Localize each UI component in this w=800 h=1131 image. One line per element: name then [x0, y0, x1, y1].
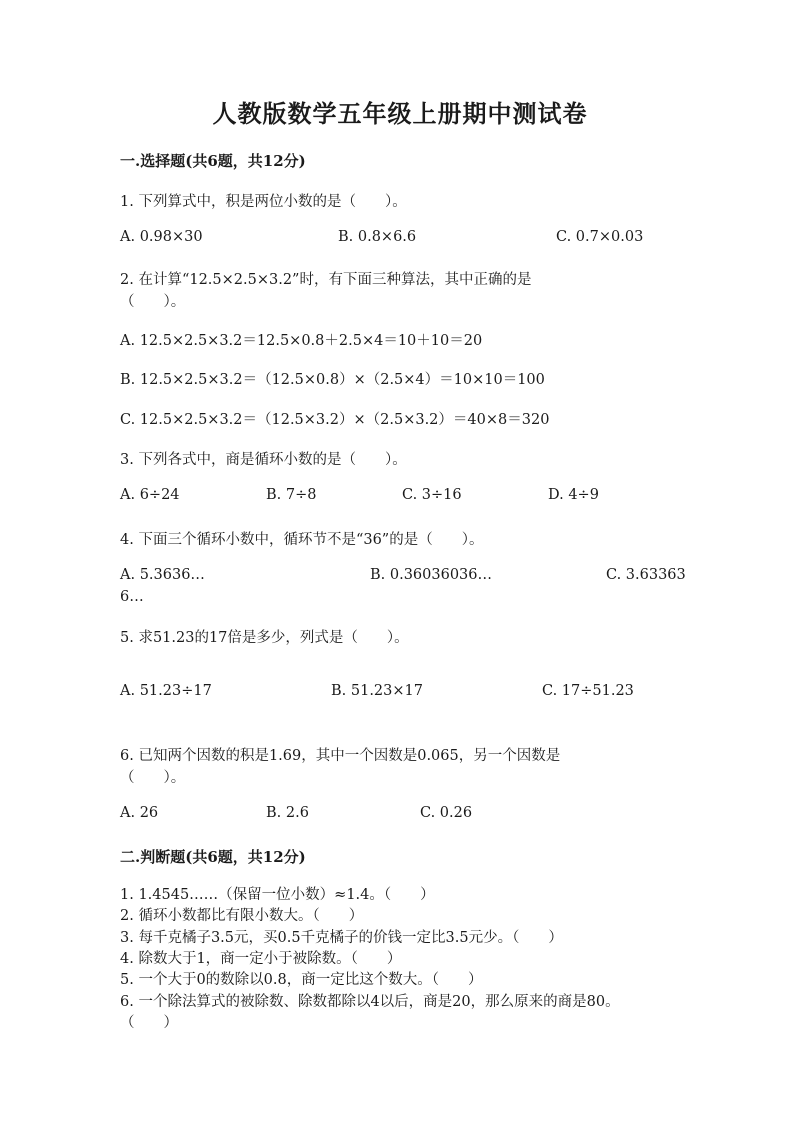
- question-5-option-b: B. 51.23×17: [331, 683, 423, 699]
- judgment-item-6: 6. 一个除法算式的被除数、除数都除以4以后，商是20，那么原来的商是80。: [120, 994, 620, 1010]
- question-2-stem-wrap: （ ）。: [120, 294, 186, 310]
- question-3-stem: 3. 下列各式中，商是循环小数的是（ ）。: [120, 452, 407, 468]
- question-1-option-b: B. 0.8×6.6: [338, 229, 417, 245]
- question-2-option-c: C. 12.5×2.5×3.2＝（12.5×3.2）×（2.5×3.2）＝40×8＝320: [120, 412, 550, 428]
- question-2-option-a: A. 12.5×2.5×3.2＝12.5×0.8＋2.5×4＝10＋10＝20: [120, 333, 483, 349]
- question-3-option-d: D. 4÷9: [548, 487, 599, 503]
- section-heading-true-false: 二.判断题(共6题，共12分): [120, 848, 306, 866]
- judgment-item-5: 5. 一个大于0的数除以0.8，商一定比这个数大。（ ）: [120, 972, 483, 988]
- judgment-item-6-wrap: （ ）: [120, 1015, 178, 1031]
- question-6-option-b: B. 2.6: [266, 805, 309, 821]
- question-4-option-c-wrap: 6…: [120, 589, 144, 605]
- judgment-item-1: 1. 1.4545……（保留一位小数）≈1.4。（ ）: [120, 887, 435, 903]
- question-3-option-c: C. 3÷16: [402, 487, 462, 503]
- question-3-option-a: A. 6÷24: [120, 487, 180, 503]
- question-6-option-a: A. 26: [120, 805, 159, 821]
- question-4-stem: 4. 下面三个循环小数中，循环节不是“36”的是（ ）。: [120, 532, 484, 548]
- judgment-item-3: 3. 每千克橘子3.5元，买0.5千克橘子的价钱一定比3.5元少。（ ）: [120, 930, 563, 946]
- question-4-option-b: B. 0.36036036…: [370, 567, 493, 583]
- question-1-option-a: A. 0.98×30: [120, 229, 203, 245]
- question-5-option-c: C. 17÷51.23: [542, 683, 634, 699]
- question-2-option-b: B. 12.5×2.5×3.2＝（12.5×0.8）×（2.5×4）＝10×10＝100: [120, 372, 545, 388]
- question-6-stem: 6. 已知两个因数的积是1.69，其中一个因数是0.065，另一个因数是: [120, 748, 561, 764]
- judgment-item-4: 4. 除数大于1，商一定小于被除数。（ ）: [120, 951, 402, 967]
- page-title: 人教版数学五年级上册期中测试卷: [212, 99, 588, 128]
- question-5-stem: 5. 求51.23的17倍是多少，列式是（ ）。: [120, 630, 409, 646]
- question-2-stem: 2. 在计算“12.5×2.5×3.2”时，有下面三种算法，其中正确的是: [120, 272, 532, 288]
- question-1-stem: 1. 下列算式中，积是两位小数的是（ ）。: [120, 194, 407, 210]
- section-heading-choice: 一.选择题(共6题，共12分): [120, 152, 306, 170]
- question-6-stem-wrap: （ ）。: [120, 770, 186, 786]
- question-4-option-a: A. 5.3636…: [120, 567, 205, 583]
- question-5-option-a: A. 51.23÷17: [120, 683, 212, 699]
- question-3-option-b: B. 7÷8: [266, 487, 317, 503]
- question-4-option-c: C. 3.63363: [606, 567, 686, 583]
- question-1-option-c: C. 0.7×0.03: [556, 229, 644, 245]
- judgment-item-2: 2. 循环小数都比有限小数大。（ ）: [120, 908, 364, 924]
- question-6-option-c: C. 0.26: [420, 805, 473, 821]
